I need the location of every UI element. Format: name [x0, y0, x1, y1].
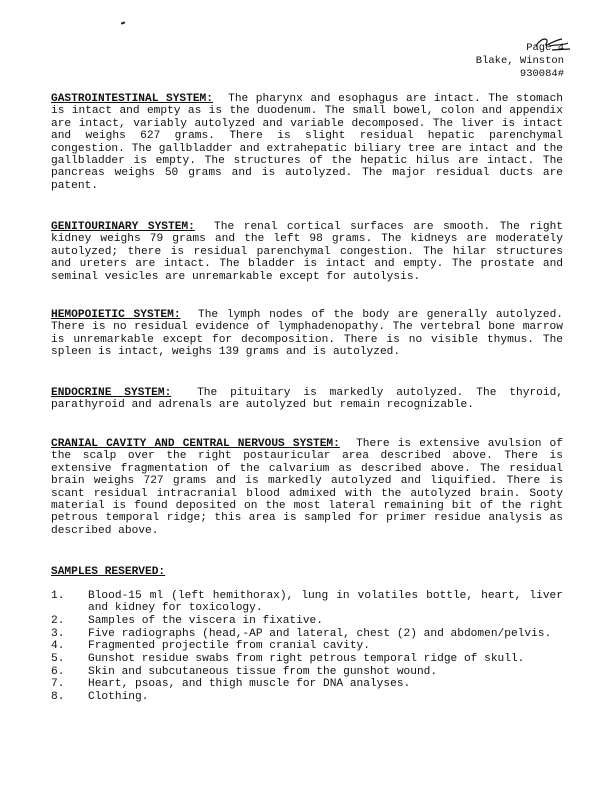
section-heading: CRANIAL CAVITY AND CENTRAL NERVOUS SYSTEM:	[51, 438, 340, 450]
list-item: 4. Fragmented projectile from cranial cavity.	[51, 640, 370, 653]
list-item: 1. Blood-15 ml (left hemithorax), lung in volatiles bottle, heart, liver and kidney for toxicology.	[51, 590, 563, 615]
section-heading: ENDOCRINE SYSTEM:	[51, 387, 172, 399]
section-endocrine	[51, 387, 563, 412]
section-heading: GASTROINTESTINAL SYSTEM:	[51, 93, 213, 105]
initials-signature	[532, 34, 572, 56]
list-item: 5. Gunshot residue swabs from right petrous temporal ridge of skull.	[51, 653, 525, 666]
section-text: The pituitary is markedly autolyzed. The thyroid, parathyroid and adrenals are autolyzed but remain recognizable.	[51, 387, 563, 412]
section-gastrointestinal	[51, 93, 563, 192]
section-cranial-cavity	[51, 438, 563, 537]
section-text: The pharynx and esophagus are intact. The stomach is intact and empty as is the duodenum. The small bowel, colon and appendix are intact, variably autolyzed and variable decomposed. The liver is intact and weighs 627 grams. There is slight residual hepatic parenchymal congestion. The gallbladder and extrahepatic biliary tree are intact and the gallbladder is empty. The structures of the hepatic hilus are intact. The pancreas weighs 50 grams and is autolyzed. The major residual ducts are patent.	[51, 93, 563, 192]
case-number: 930084#	[519, 68, 564, 80]
section-text: The renal cortical surfaces are smooth. The right kidney weighs 79 grams and the left 98 grams. The kidneys are moderately autolyzed; there is residual parenchymal congestion. The hilar structures and ureters are intact. The bladder is intact and empty. The prostate and seminal vesicles are unremarkable except for autolysis.	[51, 221, 563, 283]
section-hemopoietic	[51, 309, 563, 359]
page-header	[476, 42, 564, 81]
page-label: Page 4	[526, 42, 564, 54]
list-item: 2. Samples of the viscera in fixative.	[51, 614, 323, 627]
samples-list	[51, 590, 563, 704]
patient-name: Blake, Winston	[475, 55, 564, 67]
list-item: 3. Five radiographs (head,-AP and lateral, chest (2) and abdomen/pelvis.	[51, 627, 552, 640]
page-number-line	[476, 42, 564, 55]
samples-reserved-heading: SAMPLES RESERVED:	[51, 566, 166, 578]
section-genitourinary	[51, 221, 563, 283]
list-item: 6. Skin and subcutaneous tissue from the gunshot wound.	[51, 665, 438, 678]
section-text: The lymph nodes of the body are generally autolyzed. There is no residual evidence of lymphadenopathy. The vertebral bone marrow is unremarkable except for decomposition. There is no visible thymus. The spleen is intact, weighs 139 grams and is autolyzed.	[51, 309, 564, 359]
list-item: 7. Heart, psoas, and thigh muscle for DNA analyses.	[51, 678, 411, 691]
stray-mark	[121, 21, 125, 24]
section-text: There is extensive avulsion of the scalp over the right postauricular area described above. There is extensive fragmentation of the calvarium as described above. The residual brain weighs 727 grams and is markedly autolyzed and liquified. There is scant residual intracranial blood admixed with the autolyzed brain. Sooty material is found deposited on the most lateral remaining bit of the right petrous temporal ridge; this area is sampled for primer residue analysis as described above.	[51, 438, 563, 537]
list-item: 8. Clothing.	[51, 691, 149, 704]
section-heading: HEMOPOIETIC SYSTEM:	[51, 309, 181, 321]
section-heading: GENITOURINARY SYSTEM:	[51, 221, 195, 233]
